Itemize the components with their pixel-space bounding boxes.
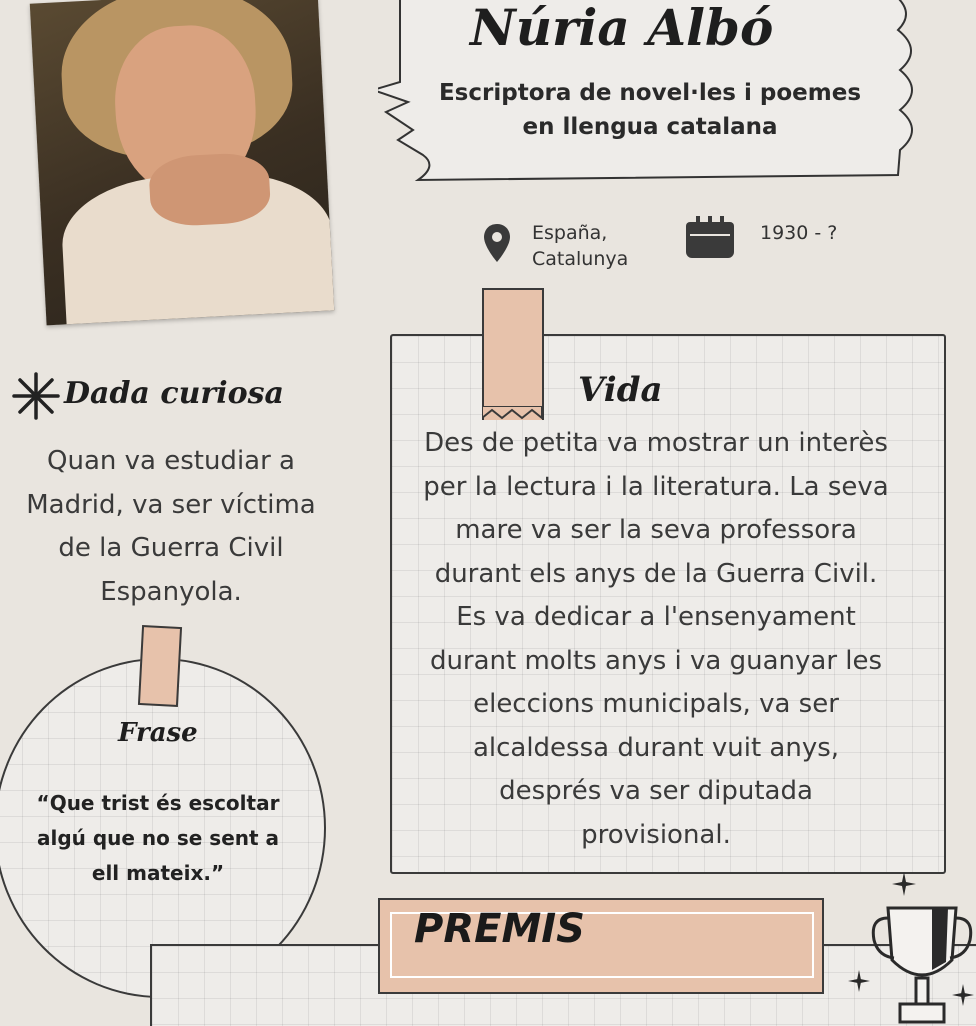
vida-line: eleccions municipals, va ser: [473, 689, 839, 719]
vida-heading: Vida: [578, 370, 663, 410]
location-region: Catalunya: [532, 248, 629, 270]
vida-line: per la lectura i la literatura. La seva: [423, 471, 889, 502]
sparkle-icon: [952, 984, 974, 1006]
asterisk-icon: [10, 370, 62, 422]
dada-curiosa-text: [0, 440, 342, 614]
author-photo: [30, 0, 334, 325]
frase-tape: [138, 625, 182, 707]
premis-heading: PREMIS: [414, 906, 585, 952]
tape-edge: [482, 406, 544, 422]
vida-line: durant molts anys i va guanyar les: [429, 645, 883, 676]
author-name: Núria Albó: [470, 0, 774, 57]
vida-line: mare va ser la seva professora: [455, 515, 857, 545]
calendar-icon: [684, 214, 736, 260]
vida-line: alcaldessa durant vuit anys,: [472, 732, 840, 763]
quote-line: “Que trist és escoltar: [36, 791, 280, 815]
vida-line: després va ser diputada: [499, 776, 813, 806]
frase-heading: Frase: [118, 718, 198, 748]
author-subtitle: [400, 76, 900, 144]
vida-line: Es va dedicar a l'ensenyament: [456, 602, 856, 632]
frase-quote: [8, 786, 308, 891]
subtitle-line-1: Escriptora de novel·les i poemes: [438, 80, 862, 106]
subtitle-line-2: en llengua catalana: [522, 114, 778, 140]
quote-line: ell mateix.”: [91, 861, 225, 885]
quote-line: algú que no se sent a: [36, 826, 280, 850]
sparkle-icon: [848, 970, 870, 992]
dada-line: Espanyola.: [100, 576, 242, 607]
location: [532, 220, 628, 272]
vida-tape: [482, 288, 544, 420]
vida-line: Des de petita va mostrar un interès: [424, 428, 888, 458]
dada-line: de la Guerra Civil: [58, 533, 284, 563]
vida-line: durant els anys de la Guerra Civil.: [434, 558, 878, 589]
dada-line: Madrid, va ser víctima: [26, 489, 316, 520]
map-pin-icon: [482, 222, 512, 264]
sparkle-icon: [892, 872, 916, 896]
vida-line: provisional.: [581, 819, 731, 850]
location-country: España,: [532, 222, 608, 244]
vida-text: [396, 422, 916, 857]
dada-curiosa-heading: Dada curiosa: [64, 376, 284, 411]
dada-line: Quan va estudiar a: [47, 446, 295, 476]
life-years: 1930 - ?: [760, 222, 838, 244]
